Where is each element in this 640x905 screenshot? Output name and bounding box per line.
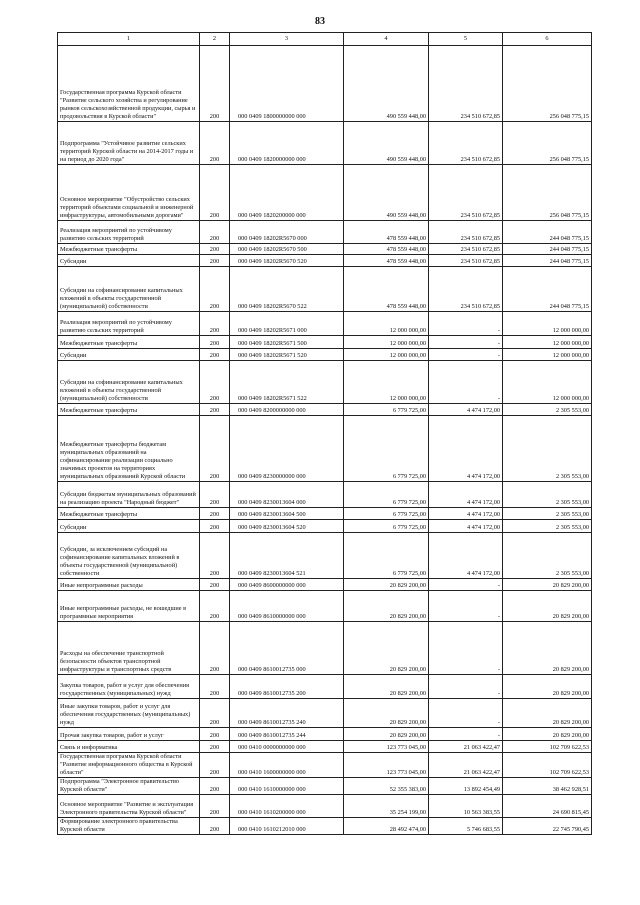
row-kbk: 000 0409 18202R5671 520 xyxy=(230,349,344,361)
row-kbk: 000 0410 1610000000 000 xyxy=(230,778,344,795)
row-value-1: 123 773 045,00 xyxy=(344,741,429,753)
row-value-3: 2 305 553,00 xyxy=(503,520,592,533)
row-kbk: 000 0409 18202R5670 520 xyxy=(230,255,344,267)
row-value-2: 234 510 672,85 xyxy=(429,221,503,244)
row-kbk: 000 0409 1820200000 000 xyxy=(230,165,344,221)
row-name: Межбюджетные трансферты xyxy=(58,244,200,255)
row-value-2: 4 474 172,00 xyxy=(429,416,503,482)
row-name: Закупка товаров, работ и услуг для обеспечения государственных (муниципальных) нужд xyxy=(58,675,200,699)
row-code: 200 xyxy=(200,795,230,818)
row-value-1: 35 254 199,00 xyxy=(344,795,429,818)
row-code: 200 xyxy=(200,622,230,675)
row-value-2: - xyxy=(429,699,503,728)
table-row xyxy=(58,579,592,591)
row-value-3: 244 048 775,15 xyxy=(503,221,592,244)
row-name: Связь и информатика xyxy=(58,741,200,753)
row-value-1: 6 779 725,00 xyxy=(344,508,429,520)
row-code: 200 xyxy=(200,520,230,533)
row-name: Субсидии xyxy=(58,349,200,361)
row-value-3: 102 709 622,53 xyxy=(503,741,592,753)
row-name: Расходы на обеспечение транспортной безопасности объектов транспортной инфраструктуры и транспортных средств xyxy=(58,622,200,675)
row-name: Реализация мероприятий по устойчивому развитию сельских территорий xyxy=(58,221,200,244)
row-name: Прочая закупка товаров, работ и услуг xyxy=(58,728,200,741)
row-name: Межбюджетные трансферты бюджетам муниципальных образований на софинансирование реализации социально значимых проектов на территориях муниципальных образований Курской области xyxy=(58,416,200,482)
row-code: 200 xyxy=(200,244,230,255)
row-code: 200 xyxy=(200,579,230,591)
row-value-3: 12 000 000,00 xyxy=(503,361,592,404)
row-name: Межбюджетные трансферты xyxy=(58,508,200,520)
row-kbk: 000 0409 18202R5671 000 xyxy=(230,312,344,336)
row-value-1: 490 559 448,00 xyxy=(344,122,429,165)
row-name: Основное мероприятие "Обустройство сельских территорий объектами социальной и инженерной инфраструктуры, автомобильными дорогами" xyxy=(58,165,200,221)
row-value-1: 12 000 000,00 xyxy=(344,349,429,361)
row-kbk: 000 0409 8230000000 000 xyxy=(230,416,344,482)
row-value-2: - xyxy=(429,349,503,361)
table-row xyxy=(58,533,592,579)
row-kbk: 000 0409 8610012735 000 xyxy=(230,622,344,675)
row-value-1: 20 829 200,00 xyxy=(344,579,429,591)
row-value-2: 21 063 422,47 xyxy=(429,753,503,778)
row-name: Субсидии бюджетам муниципальных образований на реализацию проекта "Народный бюджет" xyxy=(58,482,200,508)
row-code: 200 xyxy=(200,336,230,349)
row-value-3: 38 462 928,51 xyxy=(503,778,592,795)
table-row xyxy=(58,336,592,349)
row-value-3: 20 829 200,00 xyxy=(503,728,592,741)
row-code: 200 xyxy=(200,741,230,753)
row-value-3: 2 305 553,00 xyxy=(503,533,592,579)
row-value-2: 4 474 172,00 xyxy=(429,520,503,533)
row-value-3: 244 048 775,15 xyxy=(503,255,592,267)
row-value-1: 52 355 383,00 xyxy=(344,778,429,795)
row-name: Формирование электронного правительства Курской области xyxy=(58,818,200,835)
row-kbk: 000 0409 8610000000 000 xyxy=(230,591,344,622)
row-code: 200 xyxy=(200,482,230,508)
row-name: Государственная программа Курской области "Развитие информационного общества в Курской области" xyxy=(58,753,200,778)
row-kbk: 000 0409 8230013604 520 xyxy=(230,520,344,533)
row-kbk: 000 0409 8610012735 240 xyxy=(230,699,344,728)
row-value-1: 20 829 200,00 xyxy=(344,728,429,741)
table-row xyxy=(58,795,592,818)
row-value-2: 234 510 672,85 xyxy=(429,165,503,221)
row-value-1: 490 559 448,00 xyxy=(344,46,429,122)
row-kbk: 000 0409 8230013604 500 xyxy=(230,508,344,520)
table-row xyxy=(58,728,592,741)
row-code: 200 xyxy=(200,312,230,336)
table-row xyxy=(58,255,592,267)
row-value-3: 24 690 815,45 xyxy=(503,795,592,818)
row-value-1: 20 829 200,00 xyxy=(344,699,429,728)
row-code: 200 xyxy=(200,255,230,267)
row-code: 200 xyxy=(200,533,230,579)
table-row xyxy=(58,361,592,404)
table-row xyxy=(58,591,592,622)
row-name: Иные непрограммные расходы xyxy=(58,579,200,591)
row-kbk: 000 0409 18202R5670 000 xyxy=(230,221,344,244)
row-name: Субсидии xyxy=(58,255,200,267)
row-value-2: 13 892 454,49 xyxy=(429,778,503,795)
table-row xyxy=(58,675,592,699)
table-row xyxy=(58,404,592,416)
row-value-3: 102 709 622,53 xyxy=(503,753,592,778)
row-kbk: 000 0409 18202R5670 522 xyxy=(230,267,344,312)
row-name: Субсидии, за исключением субсидий на софинансирование капитальных вложений в объекты государственной (муниципальной) собственности xyxy=(58,533,200,579)
row-value-3: 20 829 200,00 xyxy=(503,675,592,699)
table-row xyxy=(58,416,592,482)
table-row xyxy=(58,622,592,675)
table-row xyxy=(58,699,592,728)
row-value-3: 256 048 775,15 xyxy=(503,122,592,165)
row-kbk: 000 0409 18202R5671 522 xyxy=(230,361,344,404)
table-row xyxy=(58,482,592,508)
table-row xyxy=(58,244,592,255)
row-value-3: 20 829 200,00 xyxy=(503,699,592,728)
row-name: Государственная программа Курской области "Развитие сельского хозяйства и регулирование рынков сельскохозяйственной продукции, сырья и продовольствия в Курской области" xyxy=(58,46,200,122)
row-value-2: 21 063 422,47 xyxy=(429,741,503,753)
row-value-1: 12 000 000,00 xyxy=(344,312,429,336)
row-value-1: 6 779 725,00 xyxy=(344,404,429,416)
table-row xyxy=(58,741,592,753)
row-kbk: 000 0409 1820000000 000 xyxy=(230,122,344,165)
row-value-3: 2 305 553,00 xyxy=(503,416,592,482)
row-name: Реализация мероприятий по устойчивому развитию сельских территорий xyxy=(58,312,200,336)
row-value-2: 10 563 383,55 xyxy=(429,795,503,818)
row-value-1: 123 773 045,00 xyxy=(344,753,429,778)
row-value-2: - xyxy=(429,728,503,741)
row-value-3: 22 745 790,45 xyxy=(503,818,592,835)
row-code: 200 xyxy=(200,416,230,482)
row-value-1: 6 779 725,00 xyxy=(344,416,429,482)
row-kbk: 000 0410 1610212010 000 xyxy=(230,818,344,835)
row-kbk: 000 0409 8230013604 521 xyxy=(230,533,344,579)
row-value-2: 5 746 683,55 xyxy=(429,818,503,835)
row-code: 200 xyxy=(200,675,230,699)
table-row xyxy=(58,818,592,835)
row-kbk: 000 0409 8230013604 000 xyxy=(230,482,344,508)
row-value-2: 234 510 672,85 xyxy=(429,46,503,122)
table-row xyxy=(58,778,592,795)
row-name: Межбюджетные трансферты xyxy=(58,336,200,349)
table-row xyxy=(58,165,592,221)
row-value-3: 12 000 000,00 xyxy=(503,312,592,336)
row-kbk: 000 0409 8200000000 000 xyxy=(230,404,344,416)
row-value-3: 256 048 775,15 xyxy=(503,46,592,122)
row-code: 200 xyxy=(200,46,230,122)
row-value-3: 244 048 775,15 xyxy=(503,244,592,255)
row-value-2: 4 474 172,00 xyxy=(429,482,503,508)
header-row xyxy=(58,33,592,46)
row-name: Иные закупки товаров, работ и услуг для обеспечения государственных (муниципальных) нужд xyxy=(58,699,200,728)
row-value-2: - xyxy=(429,361,503,404)
row-value-2: 4 474 172,00 xyxy=(429,508,503,520)
row-name: Субсидии на софинансирование капитальных вложений в объекты государственной (муниципальной) собственности xyxy=(58,267,200,312)
row-value-3: 20 829 200,00 xyxy=(503,622,592,675)
row-kbk: 000 0410 0000000000 000 xyxy=(230,741,344,753)
row-kbk: 000 0410 1610200000 000 xyxy=(230,795,344,818)
header-col-2: 2 xyxy=(200,33,230,46)
row-value-1: 6 779 725,00 xyxy=(344,482,429,508)
row-value-3: 2 305 553,00 xyxy=(503,508,592,520)
table-row xyxy=(58,122,592,165)
row-kbk: 000 0409 1800000000 000 xyxy=(230,46,344,122)
row-code: 200 xyxy=(200,699,230,728)
row-value-1: 478 559 448,00 xyxy=(344,244,429,255)
budget-table xyxy=(57,32,592,835)
row-code: 200 xyxy=(200,122,230,165)
header-col-1: 1 xyxy=(58,33,200,46)
row-value-2: - xyxy=(429,312,503,336)
row-value-3: 20 829 200,00 xyxy=(503,591,592,622)
row-kbk: 000 0409 8610012735 244 xyxy=(230,728,344,741)
row-value-1: 478 559 448,00 xyxy=(344,267,429,312)
row-value-3: 12 000 000,00 xyxy=(503,336,592,349)
header-col-3: 3 xyxy=(230,33,344,46)
row-value-2: - xyxy=(429,591,503,622)
row-value-2: 234 510 672,85 xyxy=(429,244,503,255)
row-value-3: 244 048 775,15 xyxy=(503,267,592,312)
row-value-1: 20 829 200,00 xyxy=(344,591,429,622)
row-code: 200 xyxy=(200,728,230,741)
row-name: Основное мероприятие "Развитие и эксплуатация Электронного правительства Курской области" xyxy=(58,795,200,818)
row-value-2: 234 510 672,85 xyxy=(429,255,503,267)
row-code: 200 xyxy=(200,349,230,361)
row-value-1: 6 779 725,00 xyxy=(344,533,429,579)
row-code: 200 xyxy=(200,221,230,244)
row-kbk: 000 0409 18202R5671 500 xyxy=(230,336,344,349)
row-code: 200 xyxy=(200,591,230,622)
row-code: 200 xyxy=(200,753,230,778)
row-value-3: 2 305 553,00 xyxy=(503,482,592,508)
row-name: Субсидии xyxy=(58,520,200,533)
row-value-1: 12 000 000,00 xyxy=(344,336,429,349)
row-name: Подпрограмма "Электронное правительство Курской области" xyxy=(58,778,200,795)
table-row xyxy=(58,267,592,312)
table-row xyxy=(58,312,592,336)
table-row xyxy=(58,753,592,778)
table-row xyxy=(58,221,592,244)
row-name: Субсидии на софинансирование капитальных вложений в объекты государственной (муниципальной) собственности xyxy=(58,361,200,404)
table-row xyxy=(58,508,592,520)
row-value-2: 234 510 672,85 xyxy=(429,267,503,312)
row-value-1: 20 829 200,00 xyxy=(344,622,429,675)
table-row xyxy=(58,46,592,122)
row-value-1: 478 559 448,00 xyxy=(344,221,429,244)
row-value-1: 478 559 448,00 xyxy=(344,255,429,267)
table-row xyxy=(58,520,592,533)
row-kbk: 000 0409 8610012735 200 xyxy=(230,675,344,699)
row-kbk: 000 0410 1600000000 000 xyxy=(230,753,344,778)
row-value-3: 12 000 000,00 xyxy=(503,349,592,361)
row-value-2: - xyxy=(429,336,503,349)
row-code: 200 xyxy=(200,361,230,404)
page-number: 83 xyxy=(315,16,325,27)
row-value-1: 28 492 474,00 xyxy=(344,818,429,835)
row-code: 200 xyxy=(200,778,230,795)
row-value-2: - xyxy=(429,579,503,591)
row-name: Межбюджетные трансферты xyxy=(58,404,200,416)
row-code: 200 xyxy=(200,165,230,221)
row-value-3: 2 305 553,00 xyxy=(503,404,592,416)
row-value-3: 20 829 200,00 xyxy=(503,579,592,591)
row-value-2: 4 474 172,00 xyxy=(429,533,503,579)
row-code: 200 xyxy=(200,404,230,416)
table-row xyxy=(58,349,592,361)
row-kbk: 000 0409 8600000000 000 xyxy=(230,579,344,591)
row-code: 200 xyxy=(200,267,230,312)
row-value-3: 256 048 775,15 xyxy=(503,165,592,221)
row-value-2: - xyxy=(429,675,503,699)
row-value-2: - xyxy=(429,622,503,675)
row-code: 200 xyxy=(200,508,230,520)
row-value-2: 4 474 172,00 xyxy=(429,404,503,416)
row-value-1: 6 779 725,00 xyxy=(344,520,429,533)
row-kbk: 000 0409 18202R5670 500 xyxy=(230,244,344,255)
row-value-1: 20 829 200,00 xyxy=(344,675,429,699)
row-code: 200 xyxy=(200,818,230,835)
row-value-1: 490 559 448,00 xyxy=(344,165,429,221)
row-value-2: 234 510 672,85 xyxy=(429,122,503,165)
header-col-4: 4 xyxy=(344,33,429,46)
row-name: Подпрограмма "Устойчивое развитие сельских территорий Курской области на 2014-2017 годы и на период до 2020 года" xyxy=(58,122,200,165)
header-col-5: 5 xyxy=(429,33,503,46)
row-value-1: 12 000 000,00 xyxy=(344,361,429,404)
row-name: Иные непрограммные расходы, не вошедшие в программные мероприятия xyxy=(58,591,200,622)
header-col-6: 6 xyxy=(503,33,592,46)
